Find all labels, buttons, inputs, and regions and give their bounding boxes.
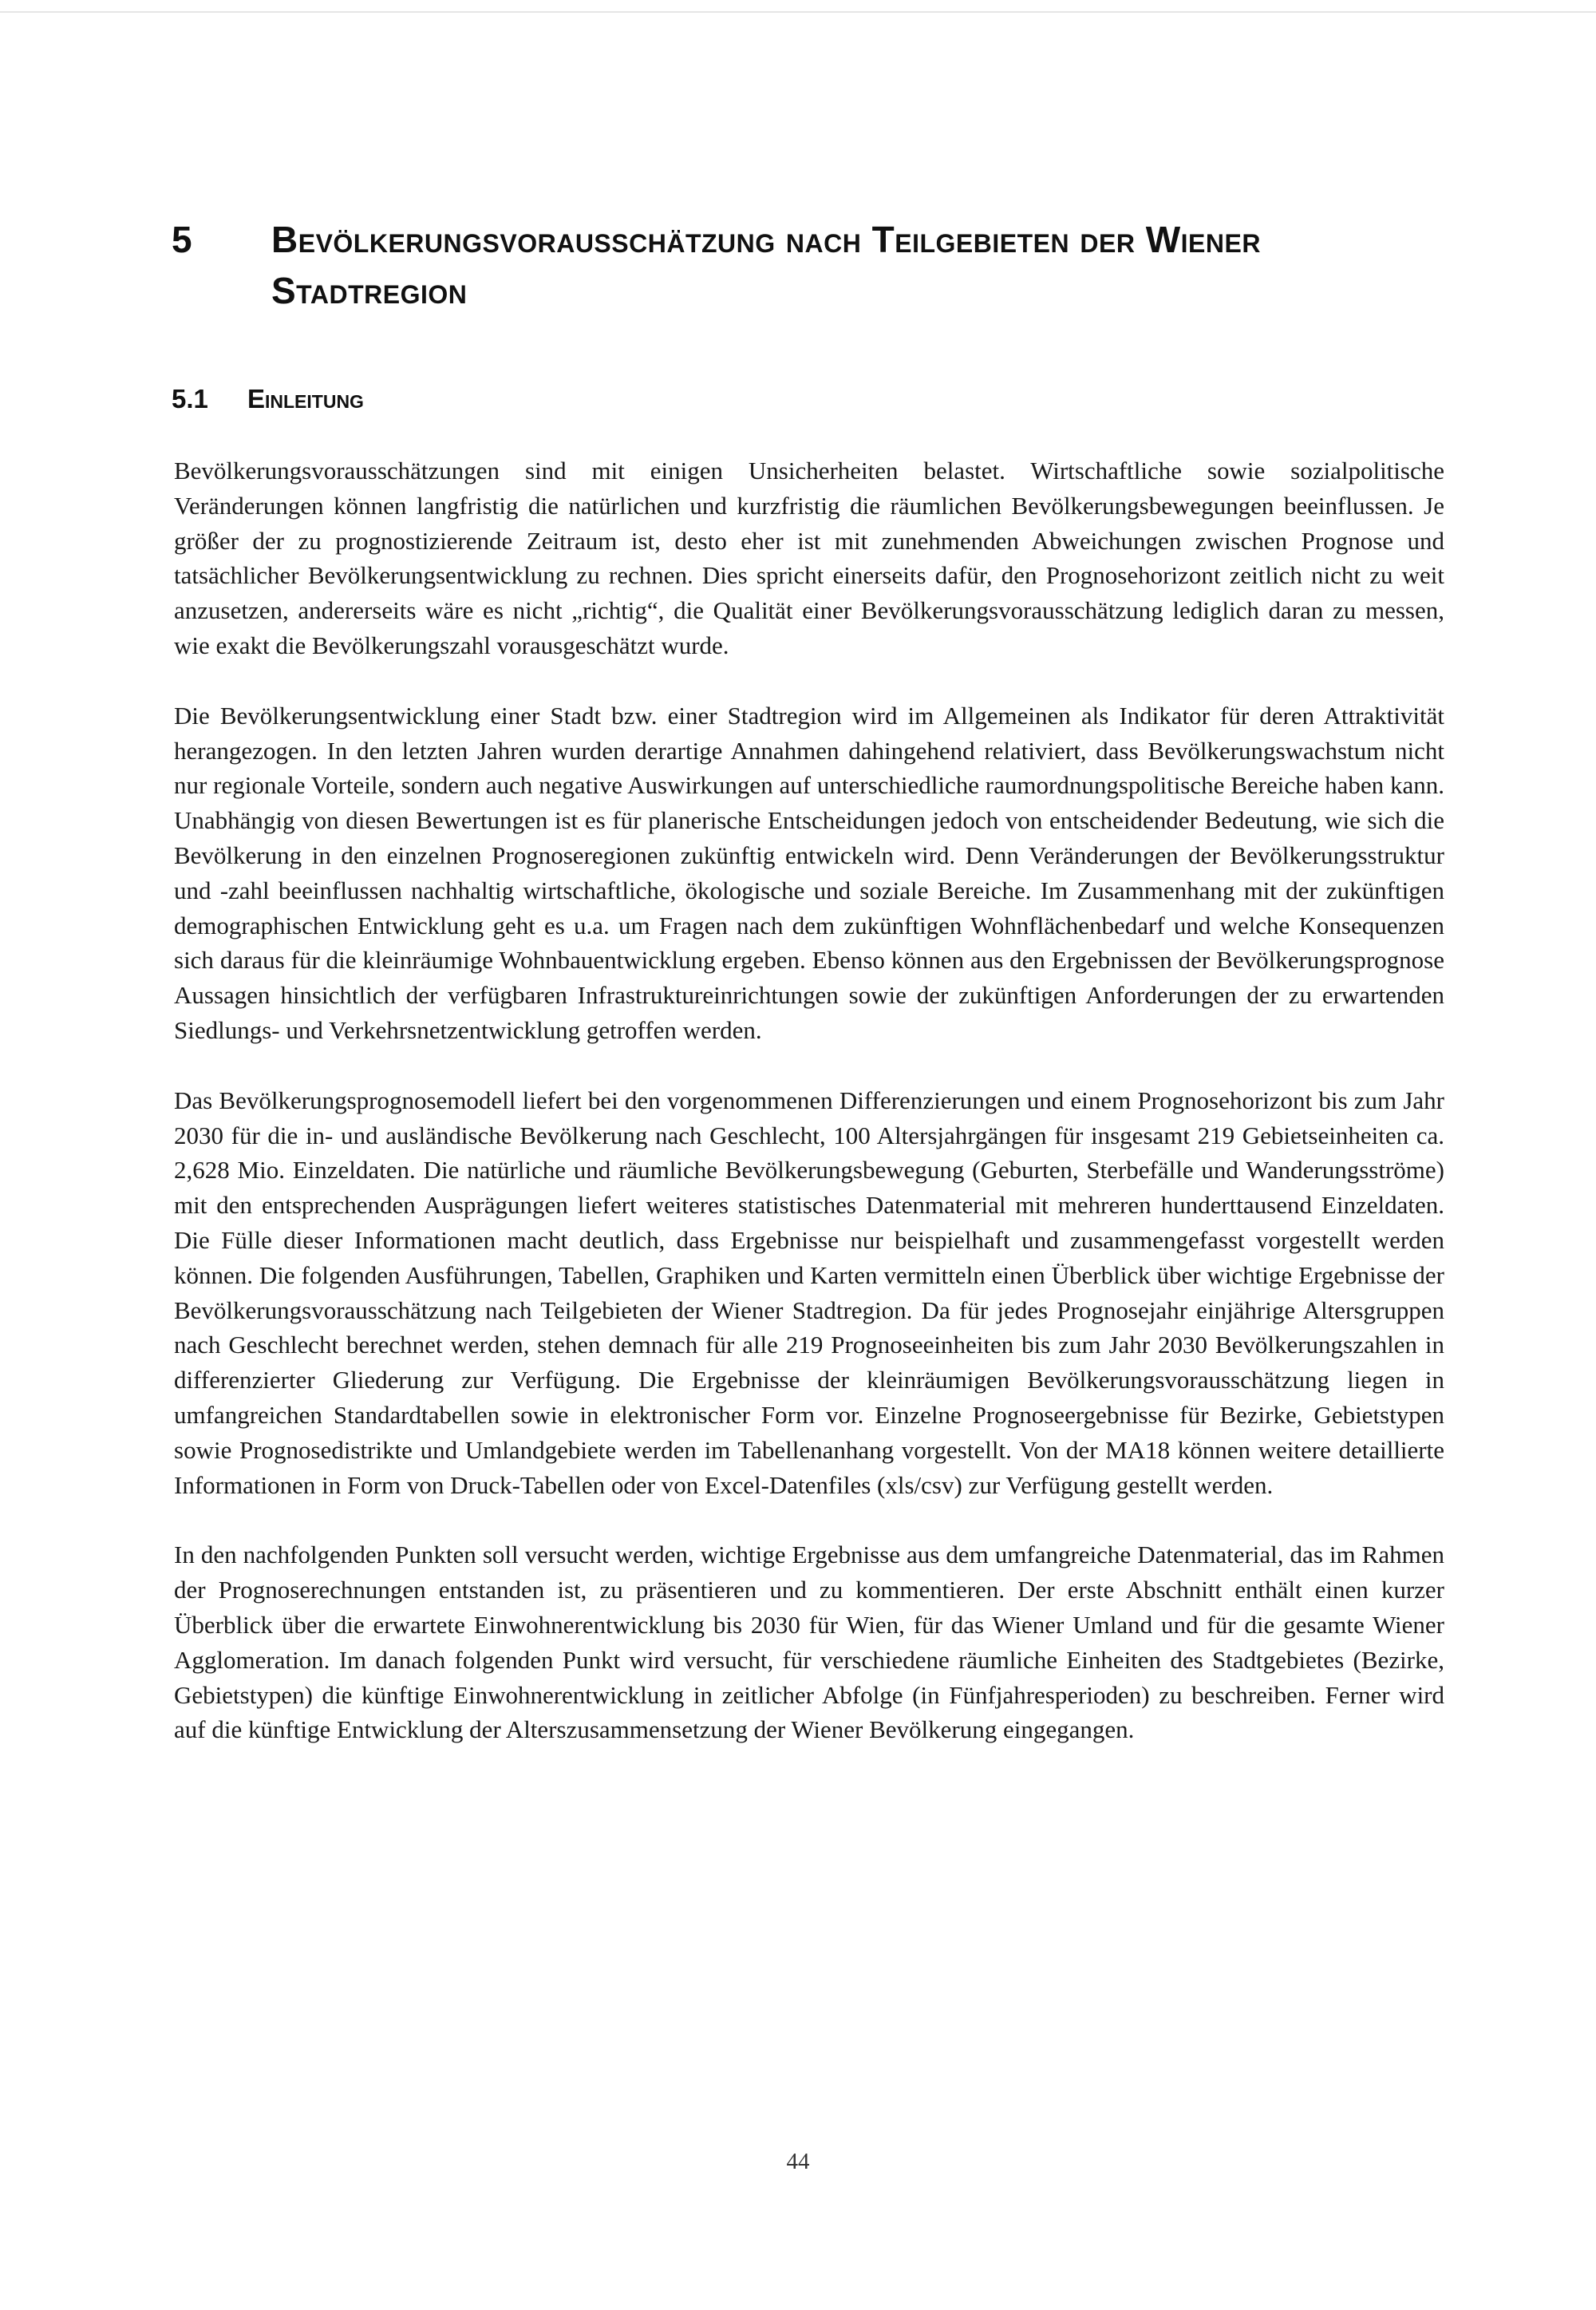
section-number: 5.1 bbox=[172, 384, 208, 413]
chapter-title: Bevölkerungsvorausschätzung nach Teilgebieten der Wiener Stadtregion bbox=[271, 219, 1261, 311]
page-number: 44 bbox=[786, 2149, 810, 2174]
paragraph-uncertainty: Bevölkerungsvorausschätzungen sind mit einigen Unsicherheiten belastet. Wirtschaftliche sowie sozialpolitische Veränderungen können langfristig die natürlichen und kurzfristig die räumlichen Bevölkerungsbewegungen beeinflussen. Je größer der zu prognostizierende Zeitraum ist, desto eher ist mit zunehmenden Abweichungen zwischen Prognose und tatsächlicher Bevölkerungsentwicklung zu rechnen. Dies spricht einerseits dafür, den Prognosehorizont zeitlich nicht zu weit anzusetzen, andererseits wäre es nicht „richtig“, die Qualität einer Bevölkerungsvorausschätzung lediglich daran zu messen, wie exakt die Bevölkerungszahl vorausgeschätzt wurde. bbox=[174, 457, 1444, 659]
paragraph-forecast-model: Das Bevölkerungsprognosemodell liefert bei den vorgenommenen Differenzierungen und einem Prognosehorizont bis zum Jahr 2030 für die in- und ausländische Bevölkerung nach Geschlecht, 100 Altersjahrgängen für insgesamt 219 Gebietseinheiten ca. 2,628 Mio. Einzeldaten. Die natürliche und räumliche Bevölkerungsbewegung (Geburten, Sterbefälle und Wanderungsströme) mit den entsprechenden Ausprägungen liefert weiteres statistisches Datenmaterial mit mehreren hunderttausend Einzeldaten. Die Fülle dieser Informationen macht deutlich, dass Ergebnisse nur beispielhaft und zusammengefasst vorgestellt werden können. Die folgenden Ausführungen, Tabellen, Graphiken und Karten vermitteln einen Überblick über wichtige Ergebnisse der Bevölkerungsvorausschätzung nach Teilgebieten der Wiener Stadtregion. Da für jedes Prognosejahr einjährige Altersgruppen nach Geschlecht berechnet werden, stehen demnach für alle 219 Prognoseeinheiten bis zum Jahr 2030 Bevölkerungszahlen in differenzierter Gliederung zur Verfügung. Die Ergebnisse der kleinräumigen Bevölkerungsvorausschätzung liegen in umfangreichen Standardtabellen sowie in elektronischer Form vor. Einzelne Prognoseergebnisse für Bezirke, Gebietstypen sowie Prognosedistrikte und Umlandgebiete werden im Tabellenanhang vorgestellt. Von der MA18 können weitere detaillierte Informationen in Form von Druck-Tabellen oder von Excel-Datenfiles (xls/csv) zur Verfügung gestellt werden. bbox=[174, 1086, 1444, 1499]
paragraph-population-development: Die Bevölkerungsentwicklung einer Stadt bzw. einer Stadtregion wird im Allgemeinen als Indikator für deren Attraktivität herangezogen. In den letzten Jahren wurden derartige Annahmen dahingehend relativiert, dass Bevölkerungswachstum nicht nur regionale Vorteile, sondern auch negative Auswirkungen auf unterschiedliche raumordnungspolitische Bereiche haben kann. Unabhängig von diesen Bewertungen ist es für planerische Entscheidungen jedoch von entscheidender Bedeutung, wie sich die Bevölkerung in den einzelnen Prognoseregionen zukünftig entwickeln wird. Denn Veränderungen der Bevölkerungsstruktur und -zahl beeinflussen nachhaltig wirtschaftliche, ökologische und soziale Bereiche. Im Zusammenhang mit der zukünftigen demographischen Entwicklung geht es u.a. um Fragen nach dem zukünftigen Wohnflächenbedarf und welche Konsequenzen sich daraus für die kleinräumige Wohnbauentwicklung ergeben. Ebenso können aus den Ergebnissen der Bevölkerungsprognose Aussagen hinsichtlich der verfügbaren Infrastruktureinrichtungen sowie der zukünftigen Anforderungen der zu erwartenden Siedlungs- und Verkehrsnetzentwicklung getroffen werden. bbox=[174, 701, 1444, 1044]
body-text bbox=[174, 453, 1444, 1782]
scan-edge-line bbox=[0, 11, 1596, 13]
chapter-number: 5 bbox=[172, 219, 192, 260]
paragraph-following-points: In den nachfolgenden Punkten soll versucht werden, wichtige Ergebnisse aus dem umfangreiche Datenmaterial, das im Rahmen der Prognoserechnungen entstanden ist, zu präsentieren und zu kommentieren. Der erste Abschnitt enthält einen kurzer Überblick über die erwartete Einwohnerentwicklung bis 2030 für Wien, für das Wiener Umland und für die gesamte Wiener Agglomeration. Im danach folgenden Punkt wird versucht, für verschiedene räumliche Einheiten des Stadtgebietes (Bezirke, Gebietstypen) die künftige Einwohnerentwicklung in zeitlicher Abfolge (in Fünfjahresperioden) zu beschreiben. Ferner wird auf die künftige Entwicklung der Alterszusammensetzung der Wiener Bevölkerung eingegangen. bbox=[174, 1541, 1444, 1744]
section-title: Einleitung bbox=[247, 384, 364, 413]
